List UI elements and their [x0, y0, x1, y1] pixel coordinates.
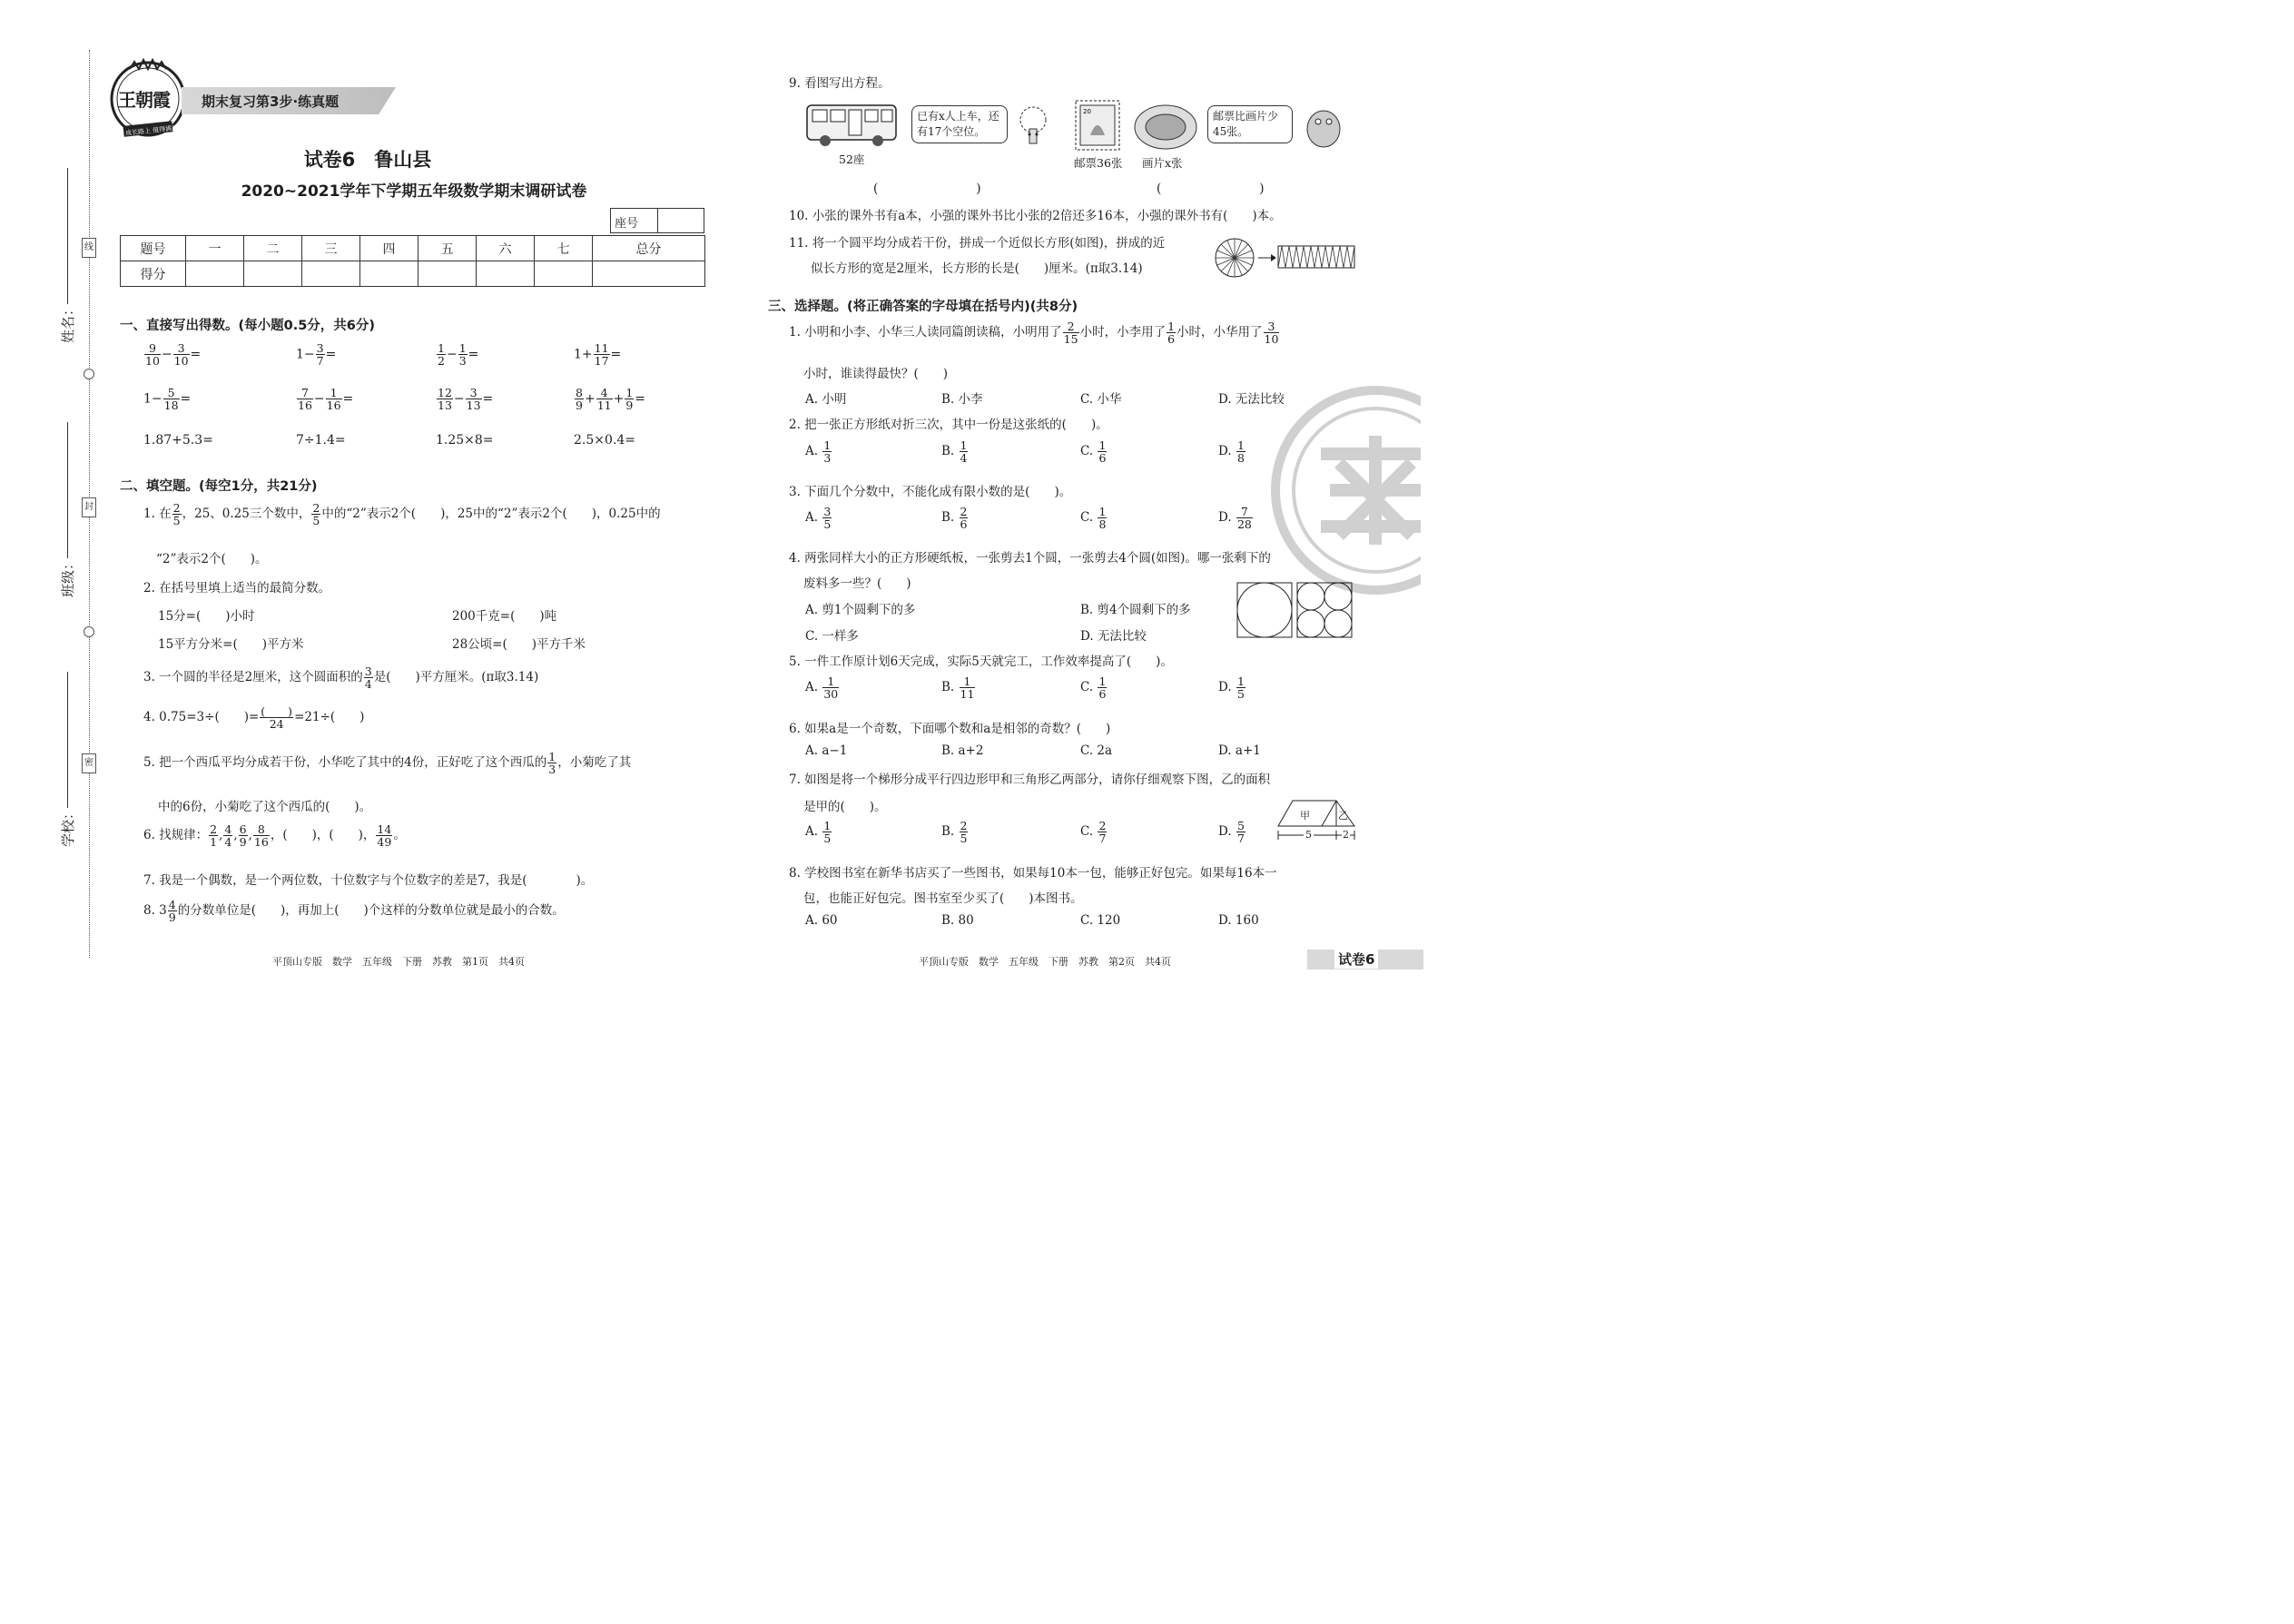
trapezoid-label-jia: 甲	[1300, 810, 1310, 822]
bus-seat-label: 52座	[839, 153, 865, 166]
q5-option-b[interactable]: B. $\frac{1}{11}$	[941, 674, 975, 702]
table-cell: 七	[535, 236, 593, 261]
q1-option-d[interactable]: D. 无法比较	[1218, 392, 1285, 407]
page-title: 试卷6 鲁山县	[303, 149, 432, 171]
choice-q3: 3. 下面几个分数中，不能化成有限小数的是( )。	[789, 485, 1072, 499]
footer-left: 平顶山专版 数学 五年级 下册 苏教 第1页 共4页	[272, 956, 525, 968]
calc-2-2: $\frac{7}{16}$ − $\frac{1}{16}$ =	[298, 386, 354, 413]
footer-right: 平顶山专版 数学 五年级 下册 苏教 第2页 共4页	[919, 956, 1171, 968]
section-2-title: 二、填空题。(每空1分，共21分)	[120, 479, 318, 494]
score-input[interactable]	[535, 261, 593, 287]
q9-answer-1[interactable]: ( )	[873, 182, 981, 196]
stamp-count-label: 邮票36张	[1074, 156, 1123, 170]
stamp-picture	[1074, 99, 1121, 152]
bus-picture	[805, 102, 901, 149]
q7-option-a[interactable]: A. $\frac{1}{5}$	[805, 819, 832, 846]
choice-q1: 1. 小明和小李、小华三人读同篇朗读稿，小明用了 $\frac{2}{15}$ 小时，小李用了 $\frac{1}{6}$ 小时，小华用了 $\frac{3}{10}$	[789, 320, 1279, 347]
brand-logo	[105, 58, 191, 143]
seal-mark-feng: 封	[82, 497, 96, 517]
school-field[interactable]	[53, 672, 77, 848]
speech-bubble-1: 已有x人上车，还有17个空位。	[911, 105, 1008, 143]
binding-circle-1	[84, 369, 94, 379]
school-label: 学校：	[60, 805, 77, 848]
q1-option-c[interactable]: C. 小华	[1080, 392, 1122, 407]
logo-text: 王朝霞	[118, 89, 170, 111]
circle-to-rectangle-figure	[1213, 234, 1356, 281]
q5-option-d[interactable]: D. $\frac{1}{5}$	[1218, 674, 1245, 702]
footer-tag: 试卷6	[1334, 950, 1378, 969]
q7-option-b[interactable]: B. $\frac{2}{5}$	[941, 819, 968, 846]
fill-q2-d: 28公顷=( )平方千米	[452, 637, 586, 652]
seat-label: 座号	[615, 217, 639, 231]
table-cell: 得分	[121, 261, 186, 287]
calc-2-4: $\frac{8}{9}$ + $\frac{4}{11}$ + $\frac{1}{9}$ =	[576, 386, 646, 413]
fill-q1-line2: “2”表示2个( )。	[156, 552, 268, 566]
card-count-label: 画片x张	[1142, 156, 1183, 170]
q6-option-a[interactable]: A. a−1	[805, 743, 848, 758]
q1-option-b[interactable]: B. 小李	[941, 392, 983, 407]
q2-option-a[interactable]: A. $\frac{1}{3}$	[805, 438, 832, 466]
page-subtitle: 2020~2021学年下学期五年级数学期末调研试卷	[241, 182, 587, 201]
choice-q2: 2. 把一张正方形纸对折三次，其中一份是这张纸的( )。	[789, 418, 1108, 432]
seal-mark-mi: 密	[82, 753, 96, 773]
tree-character-picture	[1011, 103, 1055, 151]
binding-circle-2	[84, 626, 94, 637]
q7-option-c[interactable]: C. $\frac{2}{7}$	[1080, 819, 1107, 846]
score-input[interactable]	[186, 261, 244, 287]
speech-bubble-2: 邮票比画片少45张。	[1207, 105, 1293, 143]
score-input[interactable]	[302, 261, 360, 287]
q4-option-c[interactable]: C. 一样多	[805, 629, 859, 644]
calc-3-1: 1.87+5.3=	[143, 433, 213, 448]
card-picture	[1131, 100, 1200, 153]
class-label: 班级：	[60, 556, 77, 598]
score-row	[121, 261, 705, 287]
table-cell: 三	[302, 236, 360, 261]
choice-q8: 8. 学校图书室在新华书店买了一些图书，如果每10本一包，能够正好包完。如果每16本一	[789, 866, 1277, 881]
fill-q2-b: 200千克=( )吨	[452, 609, 557, 624]
score-input[interactable]	[244, 261, 302, 287]
table-cell: 一	[186, 236, 244, 261]
section-1-title: 一、直接写出得数。(每小题0.5分，共6分)	[120, 319, 376, 333]
choice-q7: 7. 如图是将一个梯形分成平行四边形甲和三角形乙两部分，请你仔细观察下图，乙的面积	[789, 773, 1271, 787]
fill-q1: 1. 在 $\frac{2}{5}$ ，25、0.25三个数中， $\frac{2}{5}$ 中的“2”表示2个( )，25中的“2”表示2个( )，0.25中的	[143, 501, 661, 528]
trapezoid-figure	[1275, 799, 1358, 842]
table-cell: 题号	[121, 236, 186, 261]
banner-text: 期末复习第3步·练真题	[202, 94, 340, 110]
fill-q2-a: 15分=( )小时	[158, 609, 255, 624]
q2-option-d[interactable]: D. $\frac{1}{8}$	[1218, 438, 1245, 466]
score-input[interactable]	[593, 261, 705, 287]
svg-text:20: 20	[1083, 108, 1091, 115]
q2-option-c[interactable]: C. $\frac{1}{6}$	[1080, 438, 1107, 466]
q5-option-a[interactable]: A. $\frac{1}{30}$	[805, 674, 839, 702]
q8-option-a[interactable]: A. 60	[805, 913, 838, 928]
calc-3-4: 2.5×0.4=	[574, 433, 635, 448]
q3-option-d[interactable]: D. $\frac{7}{28}$	[1218, 505, 1252, 532]
choice-q7-line2: 是甲的( )。	[803, 800, 887, 814]
q9-text: 9. 看图写出方程。	[789, 76, 891, 91]
score-input[interactable]	[418, 261, 477, 287]
class-field[interactable]	[53, 422, 77, 598]
table-cell: 六	[477, 236, 535, 261]
fill-q4: 4. 0.75=3÷( )= $\frac{( )}{24}$ =21÷( )	[143, 704, 365, 732]
q6-option-b[interactable]: B. a+2	[941, 743, 984, 758]
fill-q5-line2: 中的6份，小菊吃了这个西瓜的( )。	[158, 800, 372, 814]
name-label: 姓名：	[60, 301, 77, 344]
score-input[interactable]	[477, 261, 535, 287]
q1-option-a[interactable]: A. 小明	[805, 392, 847, 407]
choice-q5: 5. 一件工作原计划6天完成，实际5天就完工，工作效率提高了( )。	[789, 655, 1173, 669]
fill-q8: 8. 3 $\frac{4}{9}$ 的分数单位是( )，再加上( )个这样的分数单位就是最小的合数。	[143, 898, 565, 925]
fill-q3: 3. 一个圆的半径是2厘米，这个圆面积的 $\frac{3}{4}$ 是( )平方厘米。(π取3.14)	[143, 664, 539, 692]
bird-character-picture	[1300, 102, 1347, 151]
fill-q2: 2. 在括号里填上适当的最简分数。	[143, 581, 331, 595]
q3-option-b[interactable]: B. $\frac{2}{6}$	[941, 505, 968, 532]
seal-watermark	[1257, 381, 1421, 599]
q8-option-d[interactable]: D. 160	[1218, 913, 1259, 928]
q3-option-a[interactable]: A. $\frac{3}{5}$	[805, 505, 832, 532]
score-table	[120, 235, 705, 287]
choice-q8-line2: 包，也能正好包完。图书室至少买了( )本图书。	[803, 891, 1083, 906]
trapezoid-dim-2: 2	[1343, 829, 1349, 841]
choice-q1-line2: 小时，谁读得最快？( )	[803, 367, 949, 381]
calc-2-3: $\frac{12}{13}$ − $\frac{3}{13}$ =	[438, 386, 494, 413]
calc-2-1: 1− $\frac{5}{18}$ =	[143, 386, 192, 413]
calc-1-2: 1− $\frac{3}{7}$ =	[296, 341, 337, 369]
q9-answer-2[interactable]: ( )	[1157, 182, 1265, 196]
q6-option-d[interactable]: D. a+1	[1218, 743, 1261, 758]
fill-q2-c: 15平方分米=( )平方米	[158, 637, 304, 652]
logo-motto: 成长路上 值得满足	[124, 123, 179, 138]
table-cell: 总分	[593, 236, 705, 261]
table-cell: 五	[418, 236, 477, 261]
fill-q6: 6. 找规律： $\frac{2}{1}$ , $\frac{4}{4}$ , $\frac{6}{9}$ , $\frac{8}{16}$ ，( )，( )， $\frac{14}{49}$ 。	[143, 822, 406, 850]
choice-q4: 4. 两张同样大小的正方形硬纸板，一张剪去1个圆，一张剪去4个圆(如图)。哪一张剩下的	[789, 551, 1271, 566]
score-input[interactable]	[360, 261, 418, 287]
q4-option-b[interactable]: B. 剪4个圆剩下的多	[1080, 603, 1191, 617]
choice-q4-line2: 废料多一些？( )	[803, 576, 911, 591]
q7-option-d[interactable]: D. $\frac{5}{7}$	[1218, 819, 1245, 846]
q2-option-b[interactable]: B. $\frac{1}{4}$	[941, 438, 968, 466]
seat-input[interactable]	[657, 209, 704, 232]
q11-line2: 似长方形的宽是2厘米，长方形的长是( )厘米。(π取3.14)	[811, 261, 1143, 276]
q8-option-b[interactable]: B. 80	[941, 913, 974, 928]
table-cell: 四	[360, 236, 418, 261]
fill-q7: 7. 我是一个偶数，是一个两位数，十位数字与个位数字的差是7，我是( )。	[143, 873, 594, 888]
trapezoid-label-yi: 乙	[1338, 810, 1348, 822]
section-3-title: 三、选择题。(将正确答案的字母填在括号内)(共8分)	[768, 300, 1078, 314]
q11-line1: 11. 将一个圆平均分成若干份，拼成一个近似长方形(如图)，拼成的近	[789, 236, 1166, 251]
calc-3-2: 7÷1.4=	[296, 433, 346, 448]
calc-1-1: $\frac{9}{10}$ − $\frac{3}{10}$ =	[145, 341, 202, 369]
q4-option-d[interactable]: D. 无法比较	[1080, 629, 1147, 644]
q6-option-c[interactable]: C. 2a	[1080, 743, 1113, 758]
calc-3-3: 1.25×8=	[436, 433, 494, 448]
fill-q5: 5. 把一个西瓜平均分成若干份，小华吃了其中的4份，正好吃了这个西瓜的 $\frac{1}{3}$ ，小菊吃了其	[143, 750, 632, 777]
choice-q6: 6. 如果a是一个奇数，下面哪个数和a是相邻的奇数？( )	[789, 722, 1111, 736]
table-cell: 二	[244, 236, 302, 261]
q4-option-a[interactable]: A. 剪1个圆剩下的多	[805, 603, 916, 617]
calc-1-3: $\frac{1}{2}$ − $\frac{1}{3}$ =	[438, 341, 479, 369]
q10: 10. 小张的课外书有a本，小强的课外书比小张的2倍还多16本，小强的课外书有( )本。	[789, 209, 1282, 223]
seal-mark-xian: 线	[82, 238, 96, 258]
q8-option-c[interactable]: C. 120	[1080, 913, 1121, 928]
calc-1-4: 1+ $\frac{11}{17}$ =	[574, 341, 622, 369]
score-header-row	[121, 236, 705, 261]
q5-option-c[interactable]: C. $\frac{1}{6}$	[1080, 674, 1107, 702]
trapezoid-dim-5: 5	[1305, 829, 1312, 841]
q3-option-c[interactable]: C. $\frac{1}{8}$	[1080, 505, 1107, 532]
